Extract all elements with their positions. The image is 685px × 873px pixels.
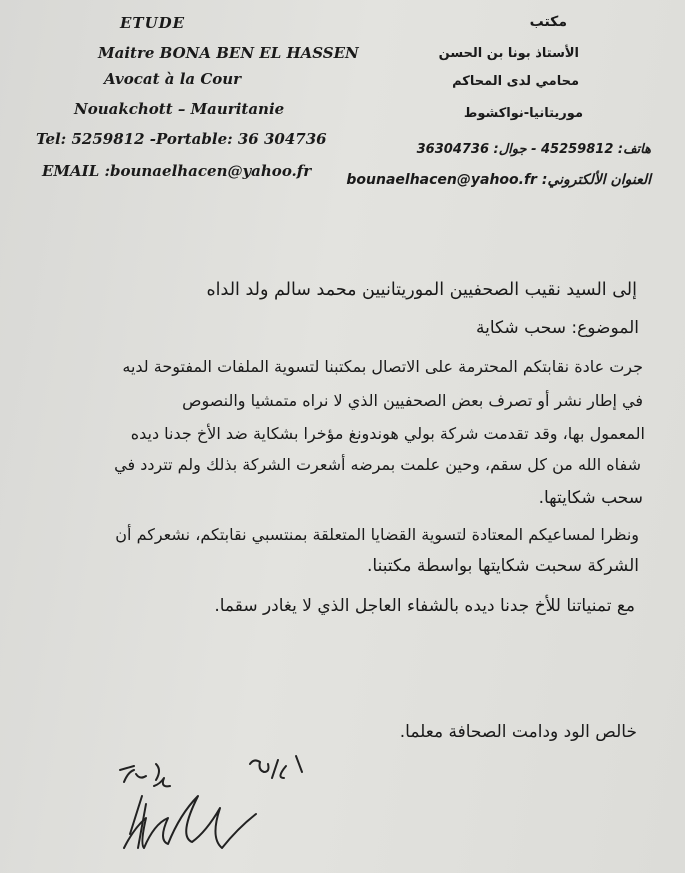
- paragraph-3: مع تمنياتنا للأخ جدنا ديده بالشفاء العاجل الذي لا يغادر سقما.: [214, 596, 635, 616]
- phone-fr: Tel: 5259812 -Portable: 36 304736: [36, 130, 327, 148]
- paragraph-2-line-2: الشركة سحبت شكايتها بواسطة مكتبنا.: [366, 556, 639, 576]
- lawyer-role-ar: محامي لدى المحاكم: [452, 74, 579, 89]
- lawyer-name-ar: الأستاذ بونا بن الحسن: [438, 46, 579, 61]
- office-label-fr: ETUDE: [120, 14, 186, 32]
- city-ar: موريتانيا-نواكشوط: [463, 106, 583, 121]
- handwritten-signature: [100, 752, 340, 870]
- paragraph-1-line-1: جرت عادة نقابتكم المحترمة على الاتصال بمكتبنا لتسوية الملفات المفتوحة لديه: [122, 357, 643, 376]
- email-ar: العنوان الألكتروني: bounaelhacen@yahoo.fr: [346, 172, 651, 188]
- paragraph-2-line-1: ونظرا لمساعيكم المعتادة لتسوية القضايا المتعلقة بمنتسبي نقابتكم، نشعركم أن: [115, 525, 639, 544]
- paragraph-1-line-4: شفاه الله من كل سقم، وحين علمت بمرضه أشعرت الشركة بذلك ولم تتردد في: [114, 455, 641, 474]
- office-label-ar: مكتب: [529, 14, 567, 30]
- lawyer-name-fr: Maitre BONA BEN EL HASSEN: [98, 44, 359, 62]
- paragraph-1-line-5: سحب شكايتها.: [538, 488, 643, 508]
- email-fr: EMAIL :bounaelhacen@yahoo.fr: [42, 162, 312, 180]
- city-fr: Nouakchott – Mauritanie: [74, 100, 285, 118]
- subject-line: الموضوع: سحب شكاية: [476, 318, 639, 338]
- paragraph-1-line-3: المعمول بها، وقد تقدمت شركة بولي هوندونغ مؤخرا بشكاية ضد الأخ جدنا ديده: [130, 424, 645, 443]
- closing-line: خالص الود ودامت الصحافة معلما.: [399, 722, 637, 742]
- phone-ar: هاتف: 45259812 - جوال: 36304736: [416, 142, 651, 157]
- addressee: إلى السيد نقيب الصحفيين الموريتانيين محمد سالم ولد الداه: [206, 280, 637, 300]
- paragraph-1-line-2: في إطار نشر أو تصرف بعض الصحفيين الذي لا نراه متمشيا والنصوص: [182, 391, 643, 410]
- lawyer-role-fr: Avocat à la Cour: [104, 70, 242, 88]
